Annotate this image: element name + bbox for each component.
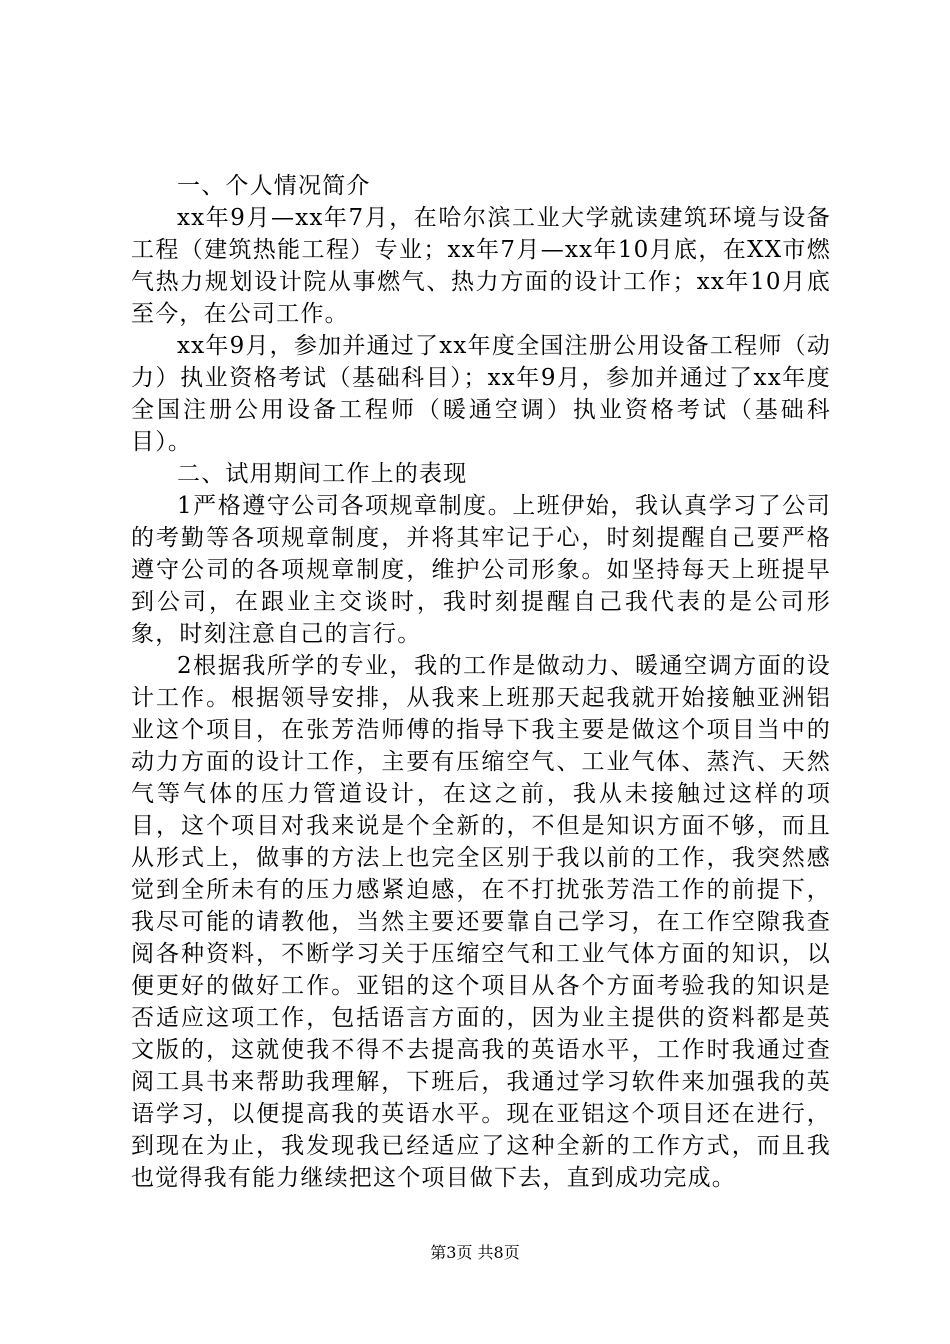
section-heading-personal-info: 一、个人情况简介 bbox=[177, 173, 371, 199]
page-number: 第3页 共8页 bbox=[430, 1243, 520, 1262]
document-body bbox=[131, 170, 831, 1194]
paragraph-company-rules: 1严格遵守公司各项规章制度。上班伊始，我认真学习了公司的考勤等各项规章制度，并将其牢记于心，时刻提醒自己要严格遵守公司的各项规章制度，维护公司形象。如坚持每天上班提早到公司，在跟业主交谈时，我时刻提醒自己我代表的是公司形象，时刻注意自己的言行。 bbox=[131, 493, 831, 647]
page-footer bbox=[0, 1243, 950, 1263]
paragraph-education-work-history: xx年9月—xx年7月，在哈尔滨工业大学就读建筑环境与设备工程（建筑热能工程）专业；xx年7月—xx年10月底，在XX市燃气热力规划设计院从事燃气、热力方面的设计工作；xx年10月底至今，在公司工作。 bbox=[131, 205, 831, 327]
section-heading-probation-performance: 二、试用期间工作上的表现 bbox=[177, 461, 468, 487]
paragraph-design-work: 2根据我所学的专业，我的工作是做动力、暖通空调方面的设计工作。根据领导安排，从我来上班那天起我就开始接触亚洲铝业这个项目，在张芳浩师傅的指导下我主要是做这个项目当中的动力方面的设计工作，主要有压缩空气、工业气体、蒸汽、天然气等气体的压力管道设计，在这之前，我从未接触过这样的项目，这个项目对我来说是个全新的，不但是知识方面不够，而且从形式上，做事的方法上也完全区别于我以前的工作，我突然感觉到全所未有的压力感紧迫感，在不打扰张芳浩工作的前提下，我尽可能的请教他，当然主要还要靠自己学习，在工作空隙我查阅各种资料，不断学习关于压缩空气和工业气体方面的知识，以便更好的做好工作。亚铝的这个项目从各个方面考验我的知识是否适应这项工作，包括语言方面的，因为业主提供的资料都是英文版的，这就使我不得不去提高我的英语水平，工作时我通过查阅工具书来帮助我理解，下班后，我通过学习软件来加强我的英语学习，以便提高我的英语水平。现在亚铝这个项目还在进行，到现在为止，我发现我已经适应了这种全新的工作方式，而且我也觉得我有能力继续把这个项目做下去，直到成功完成。 bbox=[131, 653, 831, 1191]
paragraph-certification-exams: xx年9月，参加并通过了xx年度全国注册公用设备工程师（动力）执业资格考试（基础科目）；xx年9月，参加并通过了xx年度全国注册公用设备工程师（暖通空调）执业资格考试（基础科目）。 bbox=[131, 333, 831, 455]
